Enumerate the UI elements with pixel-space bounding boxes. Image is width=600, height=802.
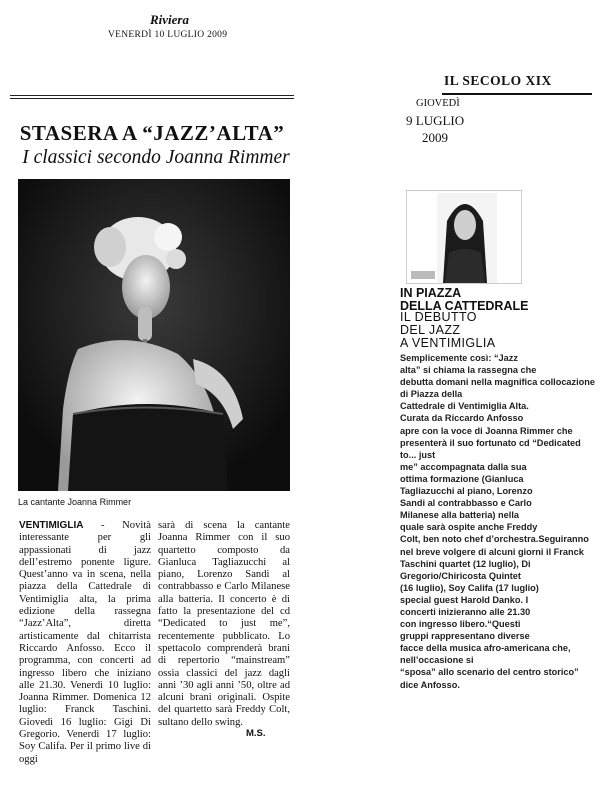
right-body-text: Semplicemente così: “Jazz alta” si chiama la rassegna che debutta domani nella magnifica collocazione di Piazza della Cattedrale di Ventimiglia Alta. Curata da Riccardo Anfosso apre con la voce di Joanna Rimmer che presenterà il suo fortunato cd “Dedicated to... just me” accompagnata dalla sua ottima formazione (Gianluca Tagliazucchi al piano, Lorenzo Sandi al contrabbasso e Carlo Milanese alla batteria) nella quale sarà ospite anche Freddy Colt, ben noto chef d’orchestra.Seguiranno nel breve volgere di alcuni giorni il Franck Taschini quartet (12 luglio), Di Gregorio/Chiricosta Quintet (16 luglio), Soy Califa (17 luglio) special guest Harold Danko. I concerti inizieranno alle 21.30 con ingresso libero.“Questi gruppi rappresentano diverse facce della musica afro-americana che, nell’occasione si “sposa” allo scenario del centro storico” dice Anfosso. [400,353,596,690]
right-headline: IN PIAZZA DELLA CATTEDRALE [400,286,529,313]
top-rule [10,95,294,96]
article-column-1 [19,520,151,766]
right-article-body [400,352,598,691]
right-subheadline: IL DEBUTTO DEL JAZZ A VENTIMIGLIA [400,310,496,350]
right-day-month: 9 LUGLIO [406,113,465,128]
left-headline: STASERA A “JAZZ’ALTA” [19,121,285,145]
right-day-of-week: GIOVEDÌ [416,98,460,109]
photo-caption: La cantante Joanna Rimmer [18,497,132,507]
author-signature: M.S. [246,728,266,739]
masthead-rule [442,93,592,95]
right-year: 2009 [422,130,448,145]
top-rule-double [10,98,294,99]
left-clipping [10,95,294,765]
dateline-place: VENTIMIGLIA [19,520,84,531]
singer-thumbnail [406,190,522,284]
article-column-2: sarà di scena la cantante Joanna Rimmer con il suo quartetto composto da Gianluca Tagliazucchi al piano, Lorenzo Sandi al contrabbasso e Carlo Milanese alla batteria. Il concerto è di fatto la presentazione del cd “Dedicated to just me”, recentemente pubblicato. Lo spettacolo comprenderà brani di repertorio “mainstream” ossia classici del jazz dagli anni ’30 agli anni ’50, oltre ad alcuni brani originali. Ospite del quartetto sarà Freddy Colt, sultano dello swing. [158,520,290,728]
left-clipping-date: VENERDÌ 10 LUGLIO 2009 [108,30,228,40]
secolo-xix-masthead: IL SECOLO XIX [444,73,552,88]
riviera-masthead: Riviera [150,12,189,27]
left-subheadline: I classici secondo Joanna Rimmer [22,147,290,168]
singer-photo [18,179,290,491]
column-1-text: - Novità interessante per gli appassionati di jazz dell’estremo ponente ligure. Quest’anno va in scena, nella piazza della Cattedrale di Ventimiglia alta, la prima edizione della rassegna “Jazz’Alta”, diretta artisticamente dal chitarrista Riccardo Anfosso. Ecco il programma, con concerti ad ingresso libero che iniziano alle 21.30. Venerdì 10 luglio: Joanna Rimmer. Domenica 12 luglio: Franck Taschini. Giovedì 16 luglio: Gigi Di Gregorio. Venerdì 17 luglio: Soy Califa. Per il primo live di oggi [19,520,151,765]
